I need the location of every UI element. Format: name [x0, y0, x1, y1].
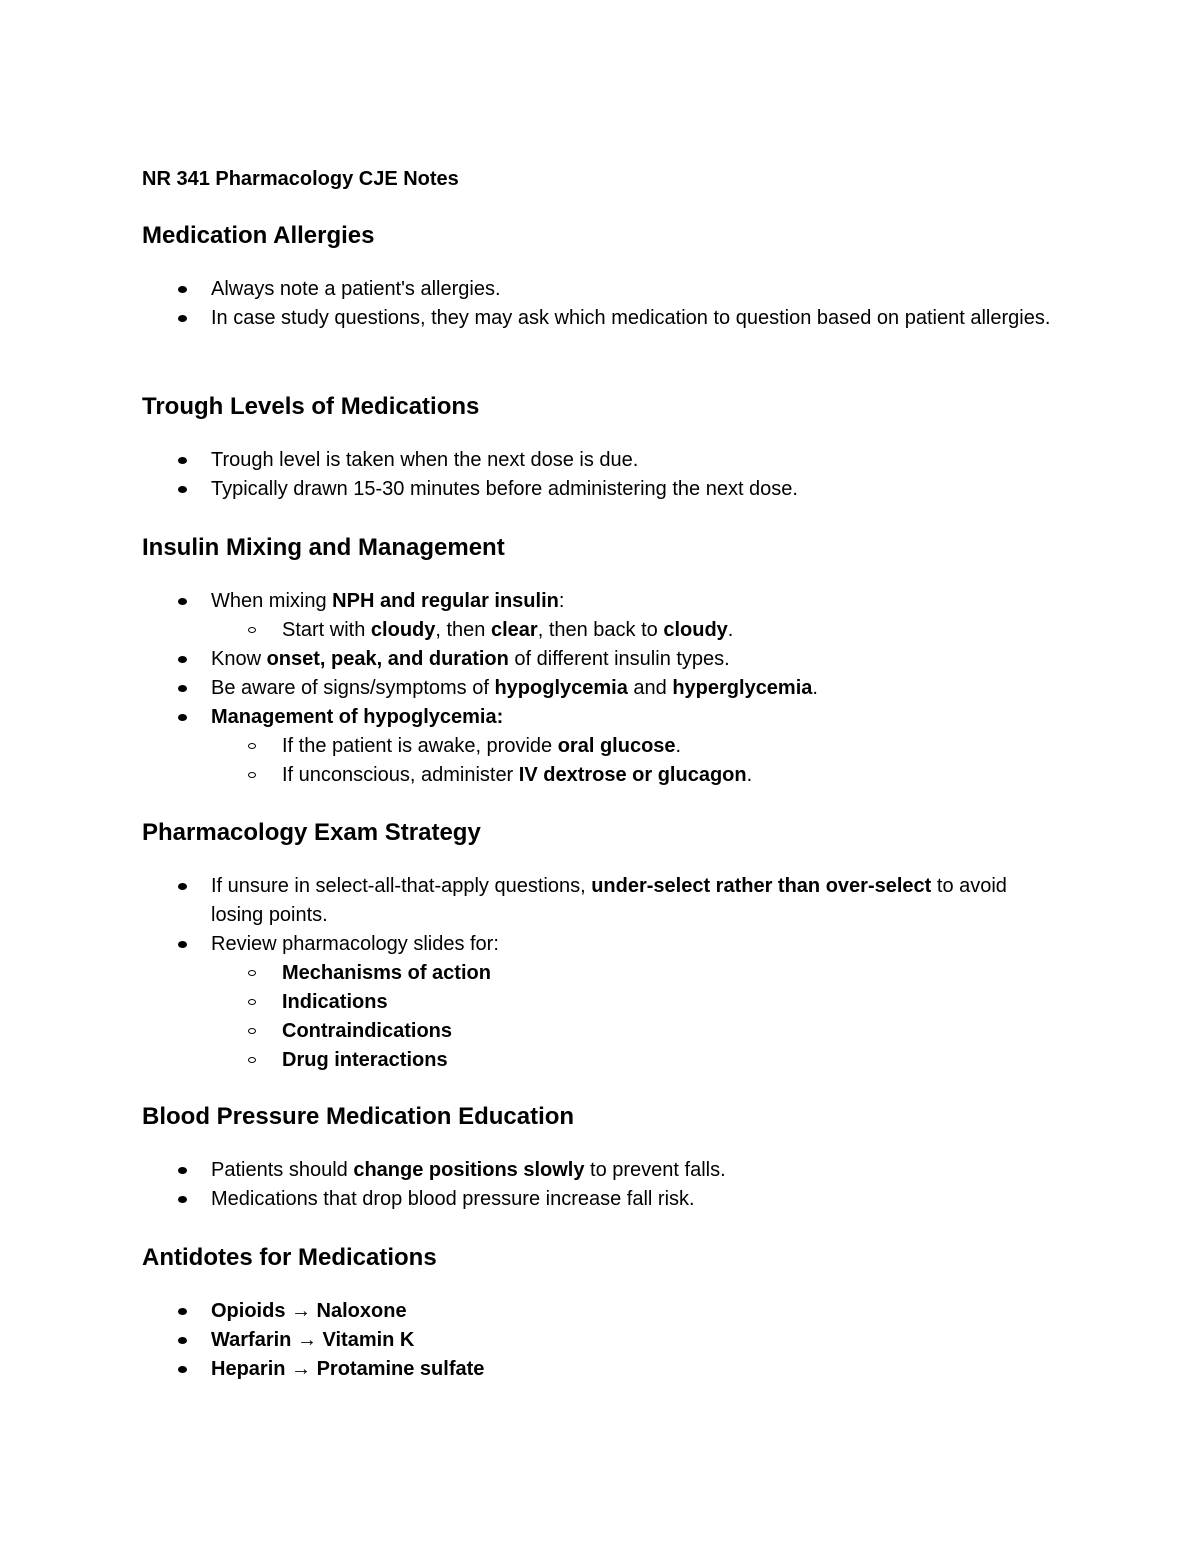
section-heading: Antidotes for Medications [142, 1244, 437, 1271]
sub-list-item [211, 959, 1062, 988]
bullet-icon [178, 457, 187, 464]
hollow-bullet-icon [248, 1028, 256, 1034]
item-bold-text: oral glucose [557, 735, 676, 757]
item-bold-text: NPH and regular insulin [332, 590, 559, 612]
hollow-bullet-icon [248, 743, 256, 749]
item-text: If unconscious, administer [282, 764, 519, 786]
item-text: . [746, 764, 753, 786]
item-bold-text: hypoglycemia [494, 677, 628, 699]
section-heading: Medication Allergies [142, 222, 375, 249]
item-bold-text: Warfarin → Vitamin K [211, 1329, 415, 1351]
item-text: Always note a patient's allergies. [211, 278, 501, 300]
list-item [142, 446, 1062, 475]
bullet-list [142, 1156, 1062, 1214]
section-heading: Pharmacology Exam Strategy [142, 819, 481, 846]
item-text: If the patient is awake, provide [282, 735, 558, 757]
item-bold-text: onset, peak, and duration [266, 648, 509, 670]
item-bold-text: Drug interactions [282, 1049, 448, 1071]
list-item [142, 645, 1062, 674]
item-text: Medications that drop blood pressure increase fall risk. [211, 1188, 695, 1210]
hollow-bullet-icon [248, 970, 256, 976]
item-text: Start with [282, 619, 371, 641]
sub-list [211, 732, 1062, 790]
item-text: In case study questions, they may ask which medication to question based on patient allergies. [211, 307, 1051, 329]
section-heading: Trough Levels of Medications [142, 393, 480, 420]
item-text: Be aware of signs/symptoms of [211, 677, 495, 699]
item-bold-text: cloudy [663, 619, 728, 641]
section-insulin-mixing [142, 533, 1062, 786]
list-item [142, 674, 1062, 703]
item-bold-text: clear [490, 619, 538, 641]
section-heading: Blood Pressure Medication Education [142, 1103, 575, 1130]
item-bold-text: Contraindications [282, 1020, 453, 1042]
item-text: If unsure in select-all-that-apply questions, [211, 875, 592, 897]
hollow-bullet-icon [248, 1057, 256, 1063]
list-item [142, 1297, 1062, 1326]
item-bold-text: change positions slowly [353, 1159, 585, 1181]
item-text: . [727, 619, 734, 641]
bullet-list [142, 587, 1062, 790]
bullet-icon [178, 598, 187, 605]
hollow-bullet-icon [248, 999, 256, 1005]
sub-list-item [211, 1046, 1062, 1075]
item-text: Review pharmacology slides for: [211, 933, 499, 955]
hollow-bullet-icon [248, 772, 256, 778]
item-text: When mixing [211, 590, 333, 612]
list-item [142, 1355, 1062, 1384]
item-bold-text: Mechanisms of action [282, 962, 491, 984]
bullet-list [142, 1297, 1062, 1384]
list-item [142, 872, 1062, 930]
bullet-icon [178, 656, 187, 663]
item-text: of different insulin types. [508, 648, 730, 670]
list-item [142, 475, 1062, 504]
document-title: NR 341 Pharmacology CJE Notes [142, 168, 459, 190]
section-exam-strategy [142, 818, 1062, 1071]
bullet-icon [178, 486, 187, 493]
bullet-icon [178, 286, 187, 293]
item-bold-text: Indications [282, 991, 388, 1013]
item-text: . [812, 677, 818, 699]
item-text: Know [211, 648, 267, 670]
list-item [142, 1326, 1062, 1355]
bullet-icon [178, 1366, 187, 1373]
item-bold-text: under-select rather than over-select [591, 875, 932, 897]
section-antidotes [142, 1243, 1062, 1380]
section-blood-pressure [142, 1102, 1062, 1210]
bullet-icon [178, 1308, 187, 1315]
bullet-icon [178, 1167, 187, 1174]
item-bold-text: cloudy [370, 619, 436, 641]
list-item [142, 304, 1062, 333]
bullet-icon [178, 941, 187, 948]
list-item [142, 1156, 1062, 1185]
bullet-list [142, 275, 1062, 333]
sub-list-item [211, 1017, 1062, 1046]
item-text: to prevent falls. [584, 1159, 726, 1181]
sub-list-item [211, 761, 1062, 790]
bullet-icon [178, 685, 187, 692]
list-item [142, 930, 1062, 1075]
item-text: and [627, 677, 673, 699]
item-text: , then back to [537, 619, 664, 641]
bullet-list [142, 872, 1062, 1075]
sub-list-item [211, 616, 1062, 645]
sub-list-item [211, 988, 1062, 1017]
list-item [142, 587, 1062, 645]
item-bold-text: IV dextrose or glucagon [518, 764, 747, 786]
item-bold-text: Heparin → Protamine sulfate [211, 1358, 485, 1380]
bullet-list [142, 446, 1062, 504]
item-text: to avoid losing points. [211, 875, 1007, 926]
bullet-icon [178, 1196, 187, 1203]
bullet-icon [178, 883, 187, 890]
list-item [142, 275, 1062, 304]
hollow-bullet-icon [248, 627, 256, 633]
item-bold-text: Management of hypoglycemia: [211, 706, 504, 728]
item-text: Trough level is taken when the next dose is due. [211, 449, 639, 471]
item-text: . [675, 735, 682, 757]
bullet-icon [178, 1337, 187, 1344]
item-text: Patients should [211, 1159, 354, 1181]
list-item [142, 1185, 1062, 1214]
section-medication-allergies [142, 221, 1062, 329]
item-bold-text: hyperglycemia [672, 677, 813, 699]
sub-list [211, 959, 1062, 1075]
section-trough-levels [142, 392, 1062, 500]
sub-list [211, 616, 1062, 645]
item-text: : [558, 590, 565, 612]
list-item [142, 703, 1062, 790]
item-bold-text: Opioids → Naloxone [211, 1300, 407, 1322]
sub-list-item [211, 732, 1062, 761]
bullet-icon [178, 315, 187, 322]
bullet-icon [178, 714, 187, 721]
section-heading: Insulin Mixing and Management [142, 534, 505, 561]
item-text: Typically drawn 15-30 minutes before administering the next dose. [211, 478, 798, 500]
item-text: , then [435, 619, 491, 641]
